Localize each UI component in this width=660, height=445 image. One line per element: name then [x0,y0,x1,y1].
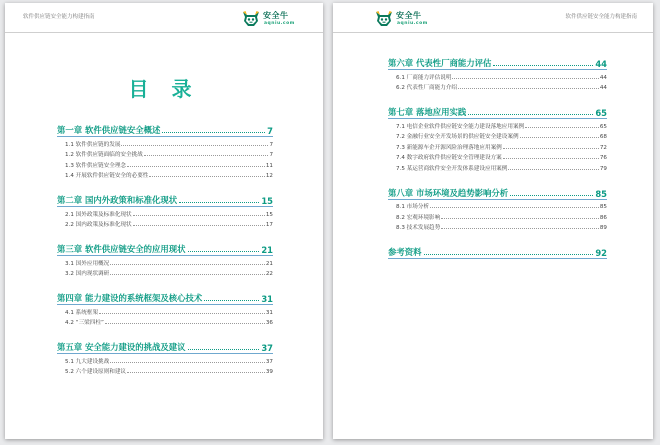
section-page: 72 [599,144,607,151]
chapter-title: 第二章 国内外政策和标准化现状 [57,195,178,205]
chapter-title: 第四章 能力建设的系统框架及核心技术 [57,293,203,303]
chapter-title: 第一章 软件供应链安全概述 [57,125,161,135]
leader-dots [110,264,265,265]
bull-logo-icon [374,8,394,28]
section-title: 4.1 系统框架 [65,309,99,316]
leader-dots [458,88,599,89]
section-page: 17 [265,222,273,228]
section-title: 4.2 “三梁四柱” [65,320,104,326]
section-title: 7.2 金融行业安全开发场景的供应链安全建设案例 [396,134,519,140]
chapter-page: 44 [595,59,607,69]
section-page: 39 [265,369,273,375]
leader-dots [525,127,599,128]
toc-section[interactable] [57,267,273,278]
chapter-page: 7 [267,126,273,136]
section-page: 76 [599,155,607,161]
toc-chapter [57,338,273,375]
section-page: 31 [265,309,273,316]
leader-dots [424,254,594,255]
toc-section[interactable] [57,137,273,148]
header-divider [333,32,653,33]
leader-dots [179,202,259,203]
chapter-page: 15 [261,196,273,206]
toc-section[interactable] [57,148,273,159]
toc-section[interactable] [57,354,273,365]
chapter-heading[interactable] [57,191,273,207]
section-title: 7.1 电信企业软件供应链安全能力建设落地应用案例 [396,123,525,130]
header-divider [5,32,323,33]
toc-section[interactable] [388,200,607,211]
leader-dots [510,195,593,196]
section-title: 7.4 数字政府软件供应链安全管理建设方案 [396,155,502,161]
chapter-page: 85 [595,188,607,199]
chapter-title: 第三章 软件供应链安全的应用现状 [57,244,186,254]
chapter-title: 参考资料 [388,247,422,257]
section-title: 8.1 市场分析 [396,204,430,210]
chapter-heading[interactable] [57,289,273,305]
section-title: 7.3 新能源车企开源风险治理落地应用案例 [396,144,502,151]
leader-dots [204,300,259,301]
chapter-heading[interactable] [57,240,273,256]
section-page: 15 [265,211,273,218]
leader-dots [105,323,265,324]
toc-section[interactable] [57,218,273,229]
page-header [333,3,653,33]
leader-dots [110,362,265,363]
toc-title: 目 录 [128,77,200,101]
leader-dots [441,218,599,219]
section-page: 44 [599,74,607,81]
chapter-page: 21 [261,245,273,255]
toc-section[interactable] [388,81,607,92]
section-page: 21 [265,260,273,267]
left-page [5,3,323,439]
chapter-title: 第七章 落地应用实践 [388,107,467,117]
toc-chapter [388,243,607,259]
section-title: 1.1 软件供应链的发展 [65,141,121,148]
chapter-heading[interactable] [388,54,607,70]
chapter-heading[interactable] [388,184,607,200]
toc-chapter [57,121,273,179]
leader-dots [133,225,265,226]
section-page: 86 [599,214,607,221]
leader-dots [468,114,593,115]
leader-dots [503,148,599,149]
section-page: 68 [599,134,607,140]
section-page: 7 [269,141,273,148]
leader-dots [452,78,598,79]
section-page: 89 [599,225,607,231]
toc-section[interactable] [57,169,273,180]
leader-dots [188,251,260,252]
chapter-heading[interactable] [57,121,273,137]
section-page: 11 [265,162,273,169]
toc-section[interactable] [57,365,273,376]
section-title: 7.5 某运营商软件安全开发体系建设应用案例 [396,165,508,172]
logo-name: 安全牛 [263,11,289,20]
section-page: 7 [269,152,273,158]
section-title: 8.3 技术发展趋势 [396,225,441,231]
leader-dots [508,169,599,170]
page-header [5,3,323,33]
chapter-page: 31 [261,294,273,304]
chapter-title: 第五章 安全能力建设的挑战及建议 [57,342,186,352]
toc-section[interactable] [388,130,607,141]
leader-dots [493,65,593,66]
toc-chapter [57,191,273,228]
leader-dots [503,158,599,159]
leader-dots [441,228,599,229]
toc-section[interactable] [388,221,607,232]
toc-section[interactable] [388,151,607,162]
toc-right [388,54,607,259]
toc-left [57,121,273,375]
leader-dots [133,215,265,216]
section-page: 36 [265,320,273,326]
chapter-page: 65 [595,108,607,118]
leader-dots [144,155,269,156]
chapter-heading[interactable] [57,338,273,354]
section-title: 5.2 六个建设原则和建议 [65,369,127,375]
leader-dots [149,176,264,177]
section-title: 6.1 厂商能力评估说明 [396,74,452,81]
toc-section[interactable] [57,316,273,327]
toc-section[interactable] [388,70,607,81]
toc-chapter [388,54,607,91]
leader-dots [430,207,599,208]
chapter-heading[interactable] [388,103,607,119]
toc-section[interactable] [388,119,607,130]
section-title: 2.1 国外政策及标准化现状 [65,211,132,218]
leader-dots [188,349,260,350]
section-page: 44 [599,85,607,91]
section-title: 5.1 九大建设挑战 [65,358,110,365]
toc-chapter [57,289,273,326]
section-title: 1.2 软件供应链面临的安全挑战 [65,152,143,158]
leader-dots [162,132,265,133]
logo-subtitle: aqniu.com [264,21,295,26]
section-page: 85 [599,204,607,210]
toc-section[interactable] [388,140,607,151]
toc-section[interactable] [57,256,273,267]
leader-dots [110,274,265,275]
section-page: 79 [599,165,607,172]
toc-section[interactable] [388,161,607,172]
section-title: 3.2 国内现状调研 [65,271,110,277]
toc-section[interactable] [57,207,273,218]
section-title: 6.2 代表性厂商能力介绍 [396,85,458,91]
chapter-page: 92 [595,248,607,258]
toc-section[interactable] [388,210,607,221]
section-page: 37 [265,358,273,365]
toc-chapter [388,103,607,172]
section-title: 1.4 开展软件供应链安全的必要性 [65,173,149,179]
header-title: 软件供应链安全能力构建指南 [565,14,637,20]
toc-chapter [57,240,273,277]
chapter-title: 第八章 市场环境及趋势影响分析 [388,187,509,198]
chapter-page: 37 [261,343,273,353]
logo-name: 安全牛 [396,11,422,20]
toc-chapter [388,184,607,232]
section-page: 22 [265,271,273,277]
toc-section[interactable] [57,305,273,316]
right-page [333,3,653,439]
leader-dots [127,372,265,373]
leader-dots [121,145,268,146]
section-title: 3.1 国外应用概况 [65,260,110,267]
leader-dots [127,166,265,167]
leader-dots [99,313,265,314]
section-title: 2.2 国内政策及标准化现状 [65,222,132,228]
chapter-title: 第六章 代表性厂商能力评估 [388,58,492,68]
section-title: 8.2 宏观环境影响 [396,214,441,221]
toc-section[interactable] [57,158,273,169]
logo-subtitle: aqniu.com [397,21,428,26]
section-page: 12 [265,173,273,179]
bull-logo-icon [241,8,261,28]
chapter-heading[interactable] [388,243,607,259]
header-title: 软件供应链安全能力构建指南 [23,14,95,20]
section-title: 1.3 软件供应链安全理念 [65,162,127,169]
leader-dots [520,137,599,138]
section-page: 65 [599,123,607,130]
